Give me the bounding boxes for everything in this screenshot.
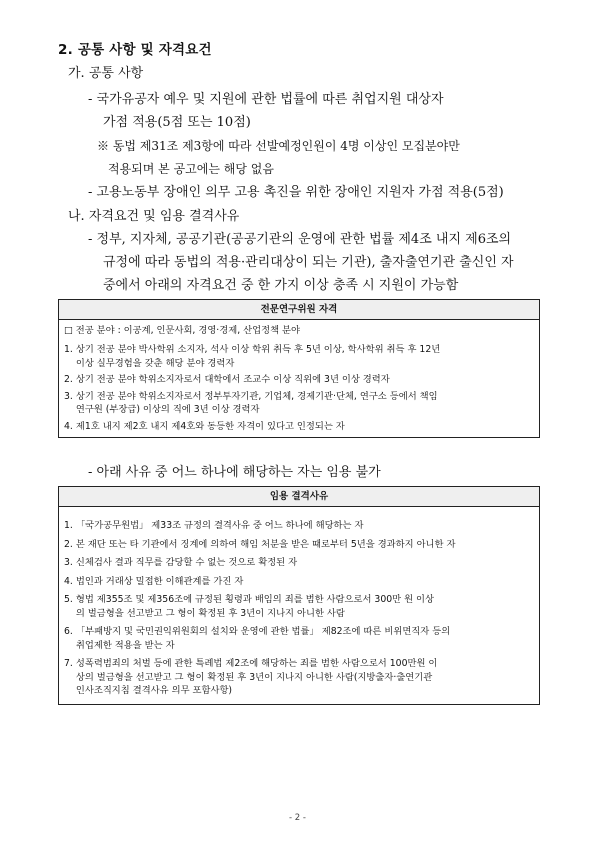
item-number: 2. [64,374,73,385]
disqualify-intro: - 아래 사유 중 어느 하나에 해당하는 자는 임용 불가 [88,465,381,480]
common-item2: - 고용노동부 장애인 의무 고용 촉진을 위한 장애인 지원자 가점 적용(5점) [88,185,504,200]
item-text: 제1호 내지 제2호 내지 제4호와 동등한 자격이 있다고 인정되는 자 [75,420,345,432]
field-row: □ 전공 분야 : 이공계, 인문사회, 경영·경제, 산업정책 분야 [64,325,300,336]
disqualification-box-body [59,507,539,704]
qualification-box-title: 전문연구위원 자격 [59,300,539,320]
common-note-line2: 적용되며 본 공고에는 해당 없음 [108,162,274,176]
qualification-item [64,390,531,417]
disqualification-item [64,593,531,620]
qualification-line3: 중에서 아래의 자격요건 중 한 가지 이상 충족 시 지원이 가능함 [103,278,459,293]
qualification-item [64,343,531,370]
page-number: - 2 - [289,813,306,823]
qualification-item [64,373,531,387]
item-text: 형법 제355조 및 제356조에 규정된 횡령과 배임의 죄를 범한 사람으로서 300만 원 이상 [75,594,434,605]
item-text-cont: 상의 벌금형을 선고받고 그 형이 확정된 후 3년이 지나지 아니한 사람(지방출자·출연기관 [75,671,433,683]
item-number: 3. [64,557,73,568]
item-number: 5. [64,594,73,605]
disqualification-item [64,556,531,570]
disqualification-item [64,519,531,533]
qualification-box-body [59,320,539,437]
common-item1-line1: - 국가유공자 예우 및 지원에 관한 법률에 따른 취업지원 대상자 [88,92,444,107]
item-text: 상기 전공 분야 학위소지자로서 대학에서 조교수 이상 직위에 3년 이상 경력자 [75,374,390,385]
common-note-line1: ※ 동법 제31조 제3항에 따라 선발예정인원이 4명 이상인 모집분야만 [97,139,460,153]
item-text-cont: 인사조직지침 결격사유 의무 포함사항) [75,685,233,696]
disqualification-item [64,625,531,652]
common-item1-line2: 가점 적용(5점 또는 10점) [103,115,251,130]
item-number: 4. [64,575,73,587]
qualification-line2: 규정에 따라 동법의 적용·관리대상이 되는 기관), 출자출연기관 출신인 자 [103,255,514,270]
item-text: 「국가공무원법」 제33조 규정의 결격사유 중 어느 하나에 해당하는 자 [75,520,364,531]
item-number: 4. [64,420,73,432]
qualification-item [64,420,531,434]
item-text: 「부패방지 및 국민권익위원회의 설치와 운영에 관한 법률」 제82조에 따른 비위면직자 등의 [75,626,451,637]
item-text: 본 재단 또는 타 기관에서 징계에 의하여 해임 처분을 받은 때로부터 5년을 경과하지 아니한 자 [75,538,456,550]
disqualification-item [64,657,531,698]
item-text-cont: 연구원 (부장급) 이상의 직에 3년 이상 경력자 [75,404,260,415]
item-number: 6. [64,626,73,637]
item-number: 2. [64,538,73,550]
item-text-cont: 취업제한 적용을 받는 자 [75,639,175,651]
item-text: 성폭력범죄의 처벌 등에 관한 특례법 제2조에 해당하는 죄를 범한 사람으로서 100만원 이 [75,658,438,669]
disqualification-box [58,486,540,705]
qualification-box [58,299,540,438]
item-number: 7. [64,658,73,669]
disqualification-box-title: 임용 결격사유 [59,487,539,507]
common-heading: 가. 공통 사항 [68,66,144,81]
section-title: 2. 공통 사항 및 자격요건 [58,42,212,58]
item-number: 1. [64,344,73,355]
item-text: 상기 전공 분야 박사학위 소지자, 석사 이상 학위 취득 후 5년 이상, 학사학위 취득 후 12년 [75,344,441,355]
disqualification-item [64,575,531,589]
item-number: 1. [64,520,73,531]
qualification-heading: 나. 자격요건 및 임용 결격사유 [68,209,240,224]
qualification-line1: - 정부, 지자체, 공공기관(공공기관의 운영에 관한 법률 제4조 내지 제6조의 [88,232,512,247]
disqualification-item [64,538,531,552]
item-text: 신체검사 결과 직무를 감당할 수 없는 것으로 확정된 자 [75,557,298,568]
item-text-cont: 이상 실무경험을 갖춘 해당 분야 경력자 [75,357,235,369]
item-number: 3. [64,390,73,402]
item-text: 상기 전공 분야 학위소지자로서 정부투자기관, 기업체, 경제기관·단체, 연구소 등에서 책임 [75,390,438,402]
item-text: 법인과 거래상 밀접한 이해관계를 가진 자 [75,575,244,587]
item-text-cont: 의 벌금형을 선고받고 그 형이 확정된 후 3년이 지나지 아니한 사람 [75,607,345,619]
